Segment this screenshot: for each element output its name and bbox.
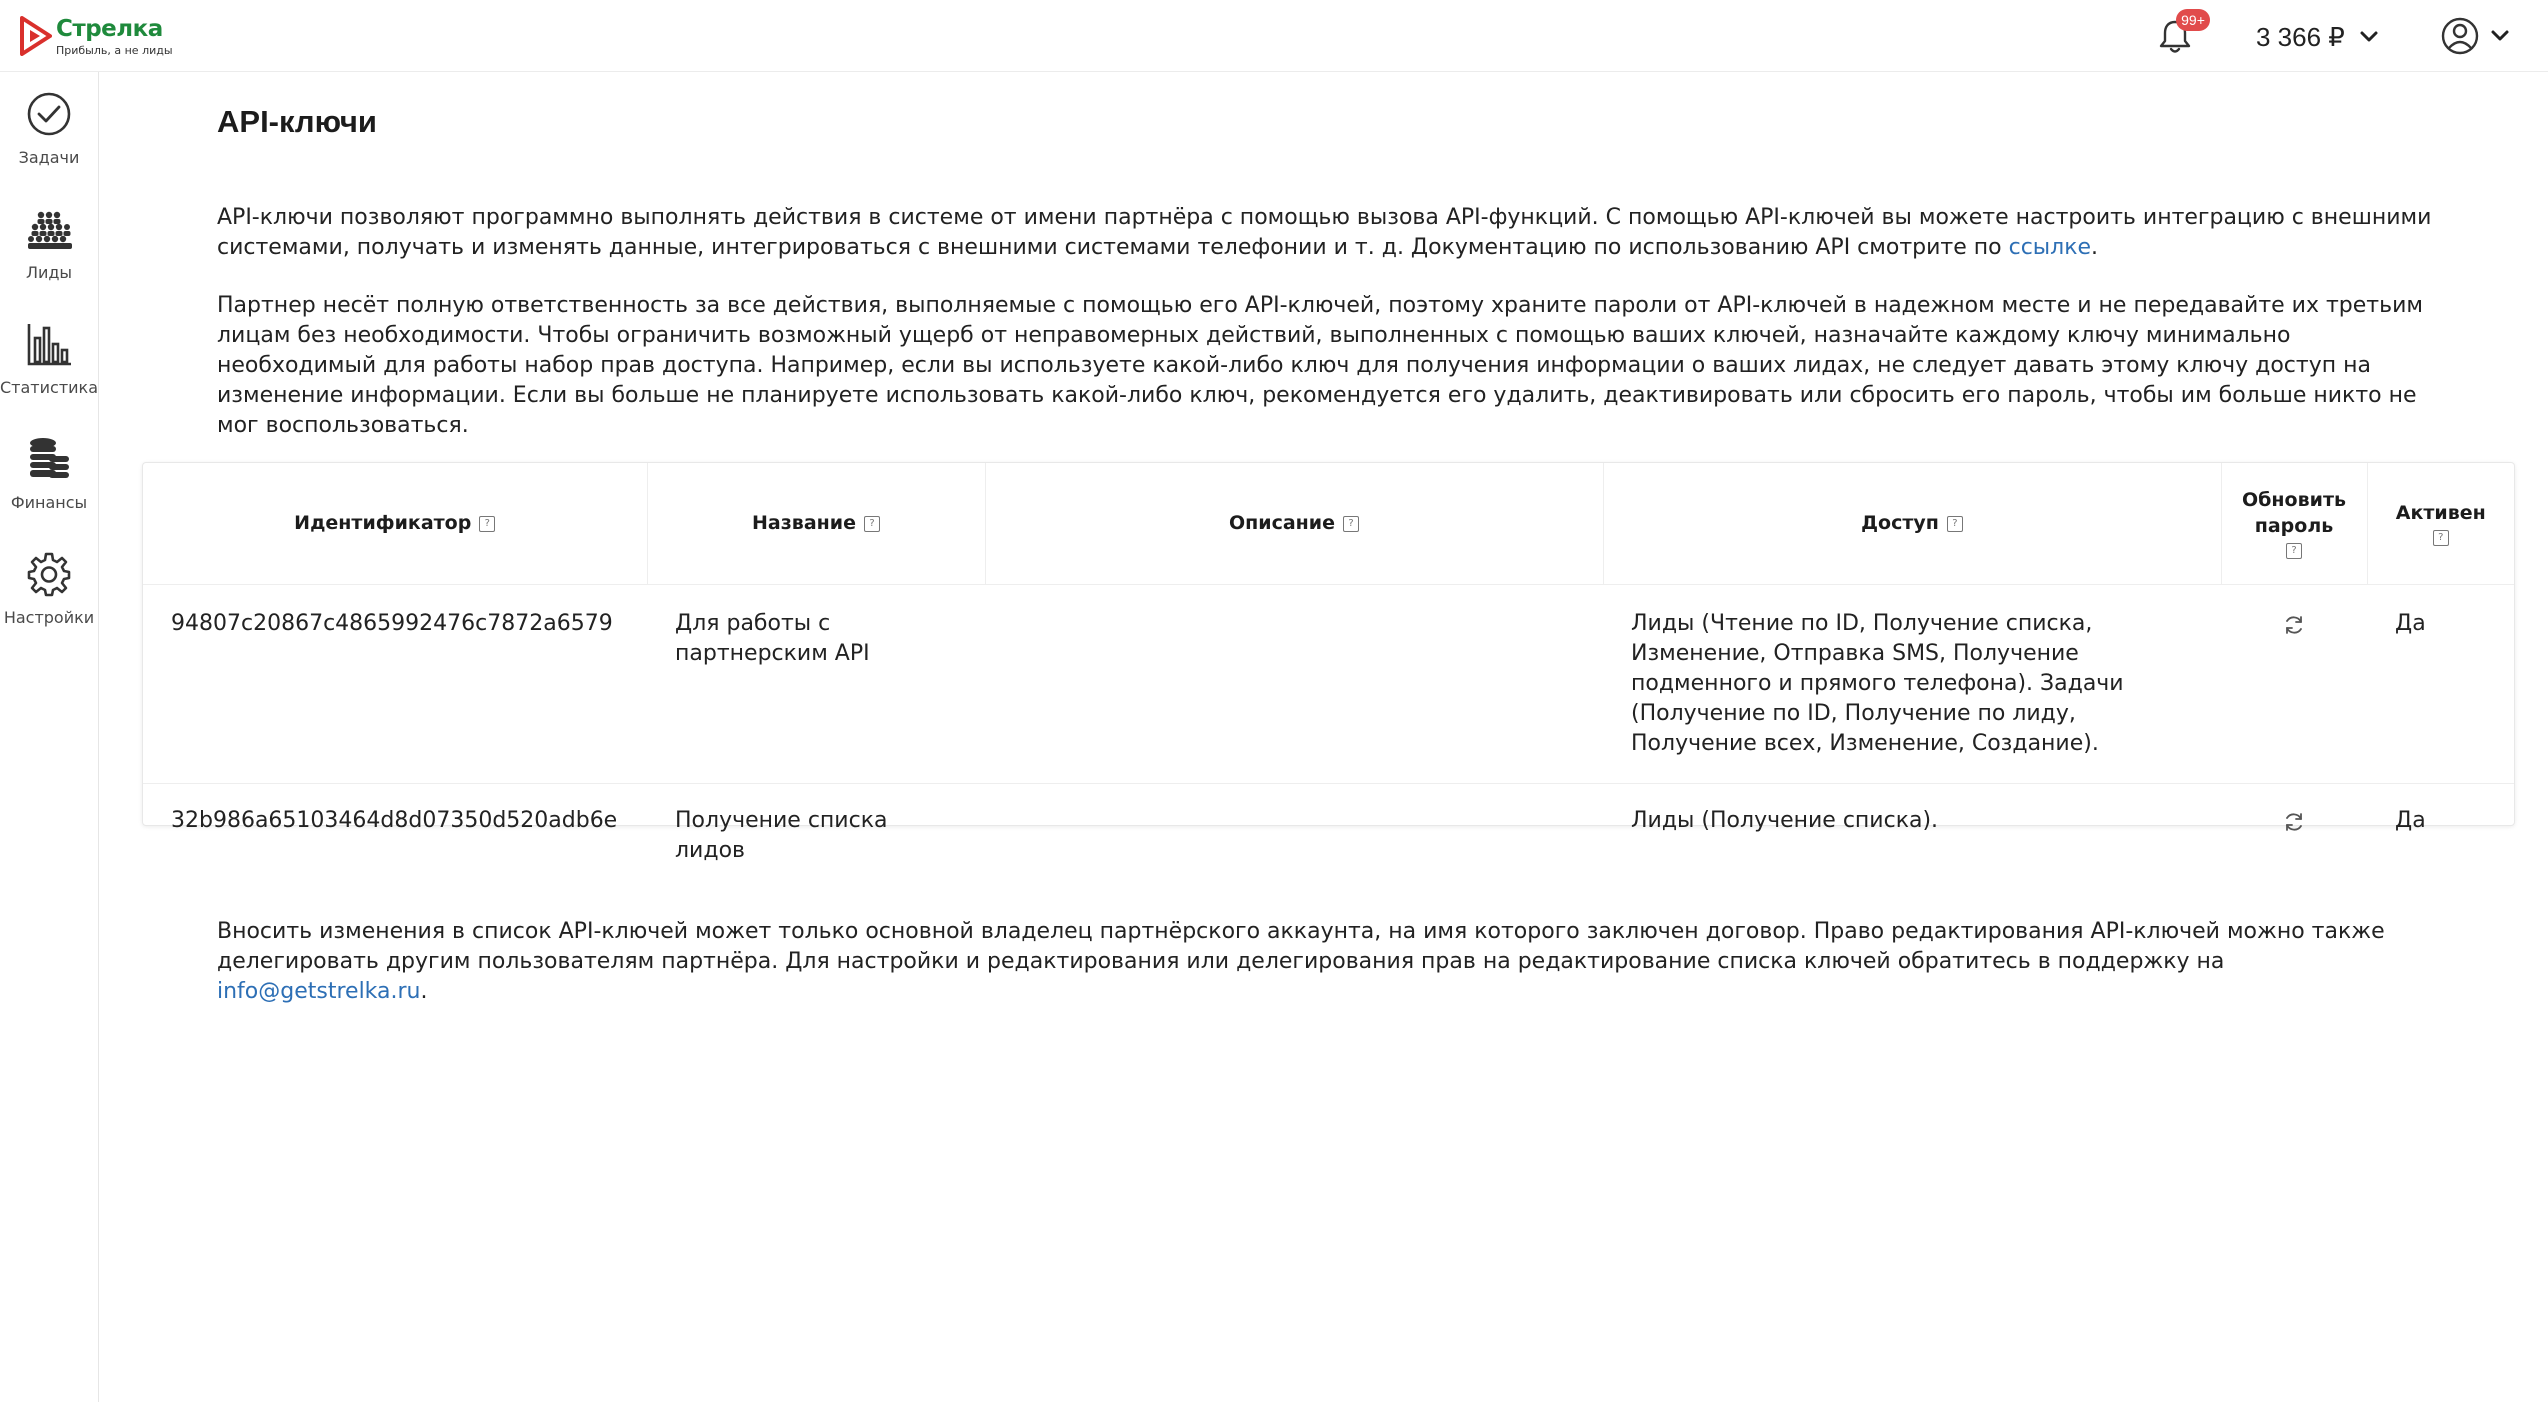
sidebar-item-leads[interactable]: [0, 205, 98, 317]
page-title: API-ключи: [217, 104, 377, 139]
sidebar-item-label: Настройки: [3, 608, 95, 627]
check-circle-icon: [25, 90, 73, 138]
balance-dropdown[interactable]: [2256, 20, 2379, 54]
cell-id: 32b986a65103464d8d07350d520adb6e: [171, 807, 618, 833]
cell-refresh: [2221, 584, 2367, 783]
support-email-link[interactable]: info@getstrelka.ru: [217, 979, 421, 1004]
people-group-icon: [25, 205, 73, 253]
sidebar-item-settings[interactable]: [0, 550, 98, 662]
cell-access: Лиды (Получение списка).: [1631, 807, 1939, 833]
cell-id: 94807c20867c4865992476c7872a6579: [143, 584, 647, 783]
chevron-down-icon: [2490, 29, 2510, 43]
logo[interactable]: [20, 14, 173, 58]
sidebar-item-tasks[interactable]: [0, 90, 98, 202]
intro-end: .: [2091, 235, 2099, 260]
cell-active: Да: [2367, 584, 2514, 783]
top-bar: [0, 0, 2548, 72]
table-header-row: [143, 463, 2514, 584]
help-icon[interactable]: ?: [864, 516, 880, 532]
table-row[interactable]: [143, 584, 2514, 783]
cell-active: Да: [2395, 807, 2426, 833]
footer-text: Вносить изменения в список API-ключей может только основной владелец партнёрского аккаунта, на имя которого заключен договор. Право редактирования API-ключей можно также делегировать другим пользователям партнёра. Для настройки и редактирования или делегирования прав на редактирование списка ключей обратитесь в поддержку на: [217, 919, 2385, 974]
brand-tagline: Прибыль, а не лиды: [56, 44, 173, 57]
footer-paragraph: [217, 917, 2437, 1007]
gear-icon: [25, 550, 73, 598]
refresh-icon: [2282, 810, 2306, 834]
balance-value: 3 366 ₽: [2256, 21, 2345, 52]
warning-paragraph: Партнер несёт полную ответственность за все действия, выполняемые с помощью его API-ключей, поэтому храните пароли от API-ключей в надежном месте и не передавайте их третьим лицам без необходимости. Чтобы ограничить возможный ущерб от неправомерных действий, выполненных с помощью ваших ключей, назначайте каждому ключу минимально необходимый для работы набор прав доступа. Например, если вы используете какой-либо ключ для получения информации о ваших лидах, не следует давать этому ключу доступ на изменение информации. Если вы больше не планируете использовать какой-либо ключ, рекомендуется его удалить, деактивировать или сбросить его пароль, чтобы им больше никто не мог воспользоваться.: [217, 293, 2423, 438]
column-header-description: Описание ?: [985, 463, 1603, 584]
docs-link[interactable]: ссылке: [2008, 235, 2092, 260]
chevron-down-icon: [2359, 30, 2379, 44]
cell-description: [985, 783, 1603, 890]
api-keys-table: [143, 463, 2514, 890]
refresh-icon: [2282, 613, 2306, 637]
intro-paragraph: [217, 203, 2437, 263]
refresh-password-button[interactable]: [2282, 810, 2306, 843]
user-menu[interactable]: [2440, 16, 2510, 56]
api-keys-table-card: [142, 462, 2515, 863]
refresh-password-button[interactable]: [2282, 613, 2306, 646]
column-header-id: Идентификатор ?: [143, 463, 647, 584]
bar-chart-icon: [25, 320, 73, 368]
notifications-badge: 99+: [2176, 9, 2210, 31]
user-circle-icon: [2440, 16, 2480, 56]
cell-refresh: [2221, 783, 2367, 890]
cell-description: [985, 584, 1603, 783]
sidebar: [0, 72, 99, 1402]
sidebar-item-finance[interactable]: [0, 435, 98, 547]
column-header-active: Активен ?: [2367, 463, 2514, 584]
sidebar-item-label: Лиды: [25, 263, 73, 282]
sidebar-item-label: Финансы: [10, 493, 88, 512]
column-header-name: Название ?: [647, 463, 985, 584]
help-icon[interactable]: ?: [479, 516, 495, 532]
help-icon[interactable]: ?: [2433, 530, 2449, 546]
footer-end: .: [420, 979, 428, 1004]
cell-access: Лиды (Чтение по ID, Получение списка, Изменение, Отправка SMS, Получение подменного и прямого телефона). Задачи (Получение по ID, Получение по лиду, Получение всех, Изменение, Создание).: [1603, 584, 2221, 783]
sidebar-item-label: Задачи: [18, 148, 80, 167]
brand-name: Стрелка: [56, 16, 163, 42]
column-header-access: Доступ ?: [1603, 463, 2221, 584]
logo-arrow-icon: [20, 16, 52, 56]
coins-stack-icon: [25, 435, 73, 483]
sidebar-item-label: Статистика: [0, 378, 98, 397]
help-icon[interactable]: ?: [1947, 516, 1963, 532]
cell-name: Для работы с партнерским API: [647, 584, 985, 783]
help-icon[interactable]: ?: [1343, 516, 1359, 532]
table-row[interactable]: [143, 783, 2514, 890]
cell-name: Получение списка лидов: [675, 807, 888, 863]
sidebar-item-statistics[interactable]: [0, 320, 98, 432]
help-icon[interactable]: ?: [2286, 543, 2302, 559]
intro-text: API-ключи позволяют программно выполнять действия в системе от имени партнёра с помощью вызова API-функций. С помощью API-ключей вы можете настроить интеграцию с внешними системами, получать и изменять данные, интегрироваться с внешними системами телефонии и т. д. Документацию по использованию API смотрите по: [217, 205, 2432, 260]
column-header-refresh-password: Обновить пароль ?: [2221, 463, 2367, 584]
